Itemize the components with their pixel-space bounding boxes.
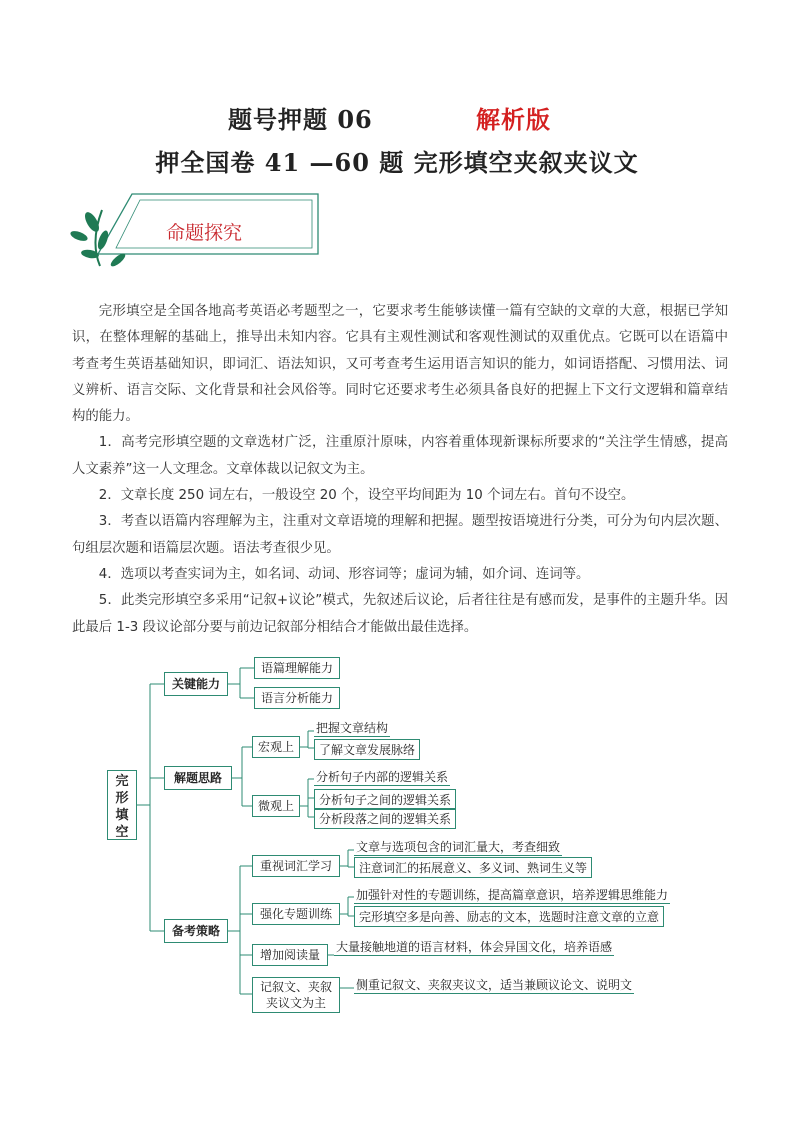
sub-label: 增加阅读量 <box>259 948 320 962</box>
sub-node-reading <box>252 944 328 966</box>
paragraph: 5．此类完形填空多采用“记叙+议论”模式，先叙述后议论，后者往往是有感而发，是事件的主题升华。因此最后 1-3 段议论部分要与前边记叙部分相结合才能做出最佳选择。 <box>72 593 728 635</box>
leaf-text: 分析句子之间的逻辑关系 <box>314 789 456 810</box>
root-label: 完形填空 <box>115 774 129 840</box>
sub-node-vocab <box>252 855 340 877</box>
paragraph: 3．考查以语篇内容理解为主，注重对文章语境的理解和把握。题型按语境进行分类，可分为句内层次题、句组层次题和语篇层次题。语法考查很少见。 <box>72 514 728 556</box>
sub-node-genre <box>252 977 340 1013</box>
title-subtitle: 押全国卷 41 —60 题 完形填空夹叙夹议文 <box>155 148 639 177</box>
leaf-label: 语篇理解能力 <box>260 661 333 675</box>
paragraph: 完形填空是全国各地高考英语必考题型之一，它要求考生能够读懂一篇有空缺的文章的大意，根据已学知识，在整体理解的基础上，推导出未知内容。它具有主观性测试和客观性测试的双重优点。它既可以在语篇中考查考生英语基础知识，即词汇、语法知识，又可考查考生运用语言知识的能力，如词语搭配、习惯用法、词义辨析、语言交际、文化背景和社会风俗等。同时它还要求考生必须具备良好的把握上下文行文逻辑和篇章结构的能力。 <box>72 304 728 425</box>
leaf-text: 分析段落之间的逻辑关系 <box>314 808 456 829</box>
leaf-text: 完形填空多是向善、励志的文本，选题时注意文章的立意 <box>354 906 664 927</box>
branch-label: 备考策略 <box>171 924 220 938</box>
paragraph: 1．高考完形填空题的文章选材广泛，注重原汁原味，内容着重体现新课标所要求的“关注学生情感，提高人文素养”这一人文理念。文章体裁以记叙文为主。 <box>72 435 728 477</box>
branch-prep-strategy <box>164 919 228 943</box>
paragraph: 2．文章长度 250 词左右，一般设空 20 个，设空平均间距为 10 个词左右。首句不设空。 <box>98 488 635 504</box>
leaf-label: 语言分析能力 <box>260 691 333 705</box>
leaf-node <box>254 657 340 679</box>
mindmap-root <box>107 770 137 840</box>
leaf-text: 侧重记叙文、夹叙夹议文，适当兼顾议论文、说明文 <box>356 978 633 992</box>
leaf-text: 了解文章发展脉络 <box>314 739 420 760</box>
branch-label: 关键能力 <box>171 677 220 691</box>
leaf-text: 文章与选项包含的词汇量大，考查细致 <box>356 840 561 854</box>
sub-label: 重视词汇学习 <box>259 859 332 873</box>
sub-label: 微观上 <box>257 799 294 813</box>
sub-label: 记叙文、夹叙夹议文为主 <box>259 980 332 1010</box>
leaf-node <box>254 687 340 709</box>
sub-node-micro <box>252 795 300 817</box>
sub-node-macro <box>252 736 300 758</box>
leaf-text: 加强针对性的专题训练，提高篇章意识，培养逻辑思维能力 <box>356 888 669 902</box>
leaf-text: 把握文章结构 <box>316 721 389 735</box>
title-main: 题号押题 06 <box>228 105 373 134</box>
leaf-text: 大量接触地道的语言材料，体会异国文化，培养语感 <box>336 940 613 954</box>
leaf-text: 注意词汇的拓展意义、多义词、熟词生义等 <box>354 857 592 878</box>
branch-key-abilities <box>164 672 228 696</box>
title-version: 解析版 <box>476 105 551 134</box>
leaf-text: 分析句子内部的逻辑关系 <box>316 770 449 784</box>
branch-solving-approach <box>164 766 232 790</box>
sub-label: 宏观上 <box>257 740 294 754</box>
branch-label: 解题思路 <box>173 771 222 785</box>
section-heading: 命题探究 <box>166 222 243 244</box>
sub-node-training <box>252 903 340 925</box>
paragraph: 4．选项以考查实词为主，如名词、动词、形容词等；虚词为辅，如介词、连词等。 <box>98 566 590 582</box>
sub-label: 强化专题训练 <box>259 907 332 921</box>
